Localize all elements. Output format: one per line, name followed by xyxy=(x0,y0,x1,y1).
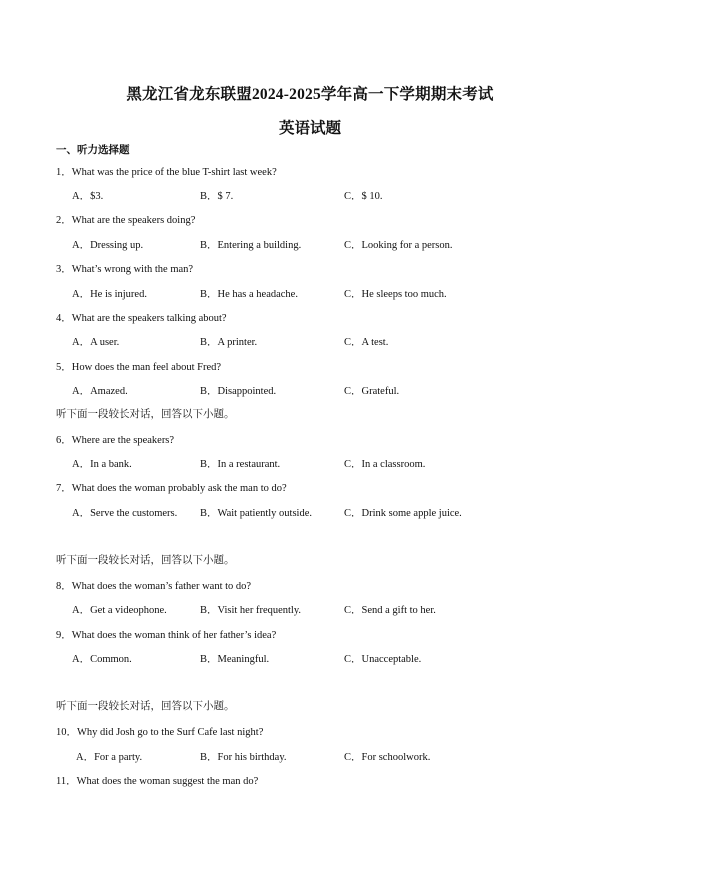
question-4: 4．What are the speakers talking about? xyxy=(56,313,227,324)
q7-option-a: A．Serve the customers. xyxy=(72,508,178,519)
q6-option-c: C．In a classroom. xyxy=(344,459,426,470)
q9-option-b: B．Meaningful. xyxy=(200,654,270,665)
q5-option-c: C．Grateful. xyxy=(344,386,400,397)
q2-option-b: B．Entering a building. xyxy=(200,240,302,251)
question-6: 6．Where are the speakers? xyxy=(56,435,175,446)
question-9: 9．What does the woman think of her father’s idea? xyxy=(56,630,277,641)
question-1: 1．What was the price of the blue T-shirt last week? xyxy=(56,167,277,178)
q7-option-c: C．Drink some apple juice. xyxy=(344,508,462,519)
instruction-long-dialog-1: 听下面一段较长对话，回答以下小题。 xyxy=(56,409,235,420)
q10-option-b: B．For his birthday. xyxy=(200,752,287,763)
question-5: 5．How does the man feel about Fred? xyxy=(56,362,222,373)
q1-option-c: C．$ 10. xyxy=(344,191,383,202)
instruction-long-dialog-2: 听下面一段较长对话，回答以下小题。 xyxy=(56,555,235,566)
q4-option-c: C．A test. xyxy=(344,337,389,348)
question-10: 10．Why did Josh go to the Surf Cafe last night? xyxy=(56,727,264,738)
q3-option-a: A．He is injured. xyxy=(72,289,147,300)
q5-option-b: B．Disappointed. xyxy=(200,386,277,397)
q2-option-a: A．Dressing up. xyxy=(72,240,144,251)
question-7: 7．What does the woman probably ask the man to do? xyxy=(56,483,287,494)
q4-option-a: A．A user. xyxy=(72,337,120,348)
question-8: 8．What does the woman’s father want to do? xyxy=(56,581,252,592)
q10-option-c: C．For schoolwork. xyxy=(344,752,431,763)
q9-option-a: A．Common. xyxy=(72,654,132,665)
exam-title: 黑龙江省龙东联盟2024-2025学年高一下学期期末考试 xyxy=(126,86,494,103)
q6-option-b: B．In a restaurant. xyxy=(200,459,281,470)
q8-option-b: B．Visit her frequently. xyxy=(200,605,302,616)
question-11: 11．What does the woman suggest the man do? xyxy=(56,776,259,787)
q5-option-a: A．Amazed. xyxy=(72,386,128,397)
question-3: 3．What’s wrong with the man? xyxy=(56,264,194,275)
q10-option-a: A．For a party. xyxy=(76,752,143,763)
section-heading: 一、听力选择题 xyxy=(56,145,130,156)
q8-option-c: C．Send a gift to her. xyxy=(344,605,436,616)
q9-option-c: C．Unacceptable. xyxy=(344,654,422,665)
q4-option-b: B．A printer. xyxy=(200,337,258,348)
q8-option-a: A．Get a videophone. xyxy=(72,605,167,616)
exam-subtitle: 英语试题 xyxy=(278,120,341,137)
q2-option-c: C．Looking for a person. xyxy=(344,240,453,251)
q1-option-b: B．$ 7. xyxy=(200,191,234,202)
q7-option-b: B．Wait patiently outside. xyxy=(200,508,313,519)
question-2: 2．What are the speakers doing? xyxy=(56,215,196,226)
q6-option-a: A．In a bank. xyxy=(72,459,132,470)
instruction-long-dialog-3: 听下面一段较长对话，回答以下小题。 xyxy=(56,701,235,712)
q1-option-a: A．$3. xyxy=(72,191,104,202)
q3-option-c: C．He sleeps too much. xyxy=(344,289,447,300)
q3-option-b: B．He has a headache. xyxy=(200,289,298,300)
